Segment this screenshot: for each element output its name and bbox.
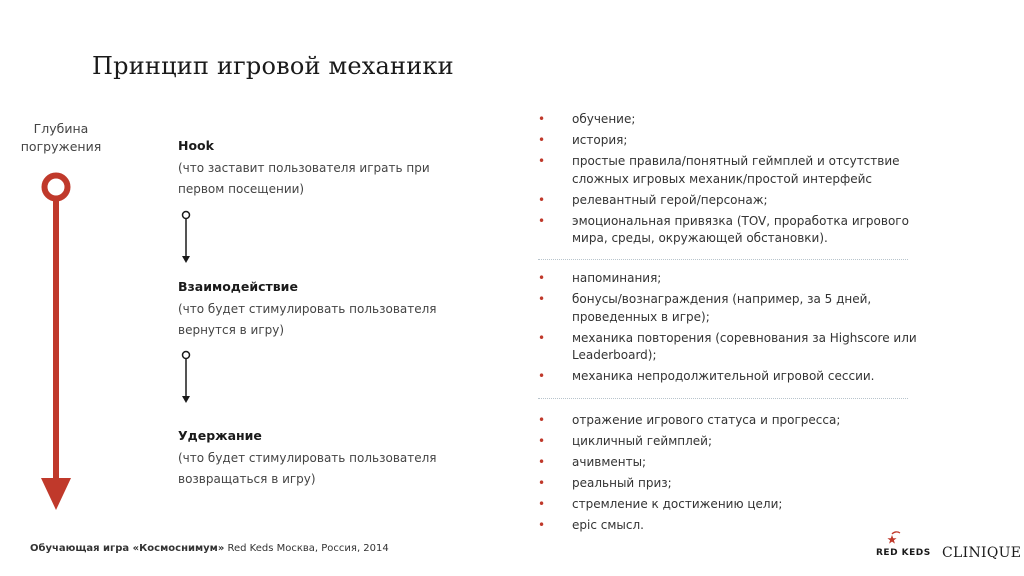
stage-retention-title: Удержание	[178, 428, 262, 443]
bullet-text: отражение игрового статуса и прогресса;	[572, 413, 841, 427]
depth-arrow-icon	[30, 170, 86, 516]
hook-to-interaction-arrow-icon	[179, 210, 193, 266]
bullet-dot-icon: •	[538, 112, 546, 126]
bullet-dot-icon: •	[538, 133, 546, 147]
bullet-text: реальный приз;	[572, 476, 672, 490]
bullet-dot-icon: •	[538, 154, 546, 168]
bullet-item	[538, 153, 946, 188]
bullet-item	[538, 192, 946, 210]
bullet-dot-icon: •	[538, 476, 546, 490]
hook-bullet-list	[538, 111, 946, 251]
bullet-dot-icon: •	[538, 192, 546, 207]
bullet-text: ачивменты;	[572, 455, 647, 469]
bullet-text: история;	[572, 133, 628, 147]
stage-hook-desc: (что заставит пользователя играть при первом посещении)	[178, 161, 430, 196]
bullet-text: цикличный геймплей;	[572, 434, 712, 448]
bullet-item	[538, 132, 946, 150]
bullet-text: эмоциональная привязка (TOV, проработка игрового мира, среды, окружающей обстановки).	[572, 213, 909, 245]
bullet-item	[538, 368, 946, 386]
bullet-item	[538, 475, 946, 493]
bullet-item	[538, 213, 946, 248]
bullet-dot-icon: •	[538, 497, 546, 511]
bullet-text: обучение;	[572, 112, 636, 126]
bullet-item	[538, 433, 946, 451]
bullet-item	[538, 270, 946, 288]
bullet-text: бонусы/вознаграждения (например, за 5 дней, проведенных в игре);	[572, 292, 872, 324]
bullet-dot-icon: •	[538, 271, 546, 285]
footer-game-name: Обучающая игра «Космоснимум»	[30, 543, 225, 554]
redkeds-logo-text: RED KEDS	[876, 548, 931, 558]
bullet-item	[538, 412, 946, 430]
footer-credits: Red Keds Москва, Россия, 2014	[224, 543, 389, 554]
interaction-to-retention-arrow-icon	[179, 350, 193, 406]
stage-retention-desc: (что будет стимулировать пользователя возвращаться в игру)	[178, 451, 437, 486]
divider	[538, 398, 908, 399]
bullet-dot-icon: •	[538, 455, 546, 469]
stage-hook-title: Hook	[178, 138, 214, 153]
stage-retention	[178, 428, 448, 490]
bullet-item	[538, 454, 946, 472]
bullet-dot-icon: •	[538, 369, 546, 383]
bullet-text: механика непродолжительной игровой сессии.	[572, 369, 875, 383]
bullet-item	[538, 291, 946, 326]
bullet-dot-icon: •	[538, 518, 546, 532]
bullet-dot-icon: •	[538, 292, 546, 306]
bullet-text: epic смысл.	[572, 518, 644, 532]
slide-title: Принцип игровой механики	[92, 52, 454, 80]
bullet-dot-icon: •	[538, 213, 546, 228]
bullet-text: стремление к достижению цели;	[572, 497, 783, 511]
redkeds-logo	[876, 530, 936, 564]
stage-interaction-title: Взаимодействие	[178, 279, 298, 294]
stage-interaction-desc: (что будет стимулировать пользователя вернутся в игру)	[178, 302, 437, 337]
bullet-text: простые правила/понятный геймплей и отсутствие сложных игровых механик/простой интерфейс	[572, 154, 900, 186]
bullet-item	[538, 111, 946, 129]
interaction-bullet-list	[538, 270, 946, 389]
bullet-dot-icon: •	[538, 330, 546, 345]
stage-hook	[178, 138, 448, 200]
bullet-dot-icon: •	[538, 413, 546, 427]
bullet-item	[538, 496, 946, 514]
depth-label: Глубина погружения	[20, 121, 102, 154]
footer	[30, 543, 389, 554]
bullet-dot-icon: •	[538, 434, 546, 448]
bullet-text: релевантный герой/персонаж;	[572, 192, 768, 207]
bullet-text: механика повторения (соревнования за Highscore или Leaderboard);	[572, 330, 917, 362]
star-icon	[886, 530, 902, 546]
retention-bullet-list	[538, 412, 946, 538]
clinique-logo: CLINIQUE	[942, 545, 1022, 561]
stage-interaction	[178, 279, 448, 341]
divider	[538, 259, 908, 260]
bullet-text: напоминания;	[572, 271, 662, 285]
bullet-item	[538, 330, 946, 365]
